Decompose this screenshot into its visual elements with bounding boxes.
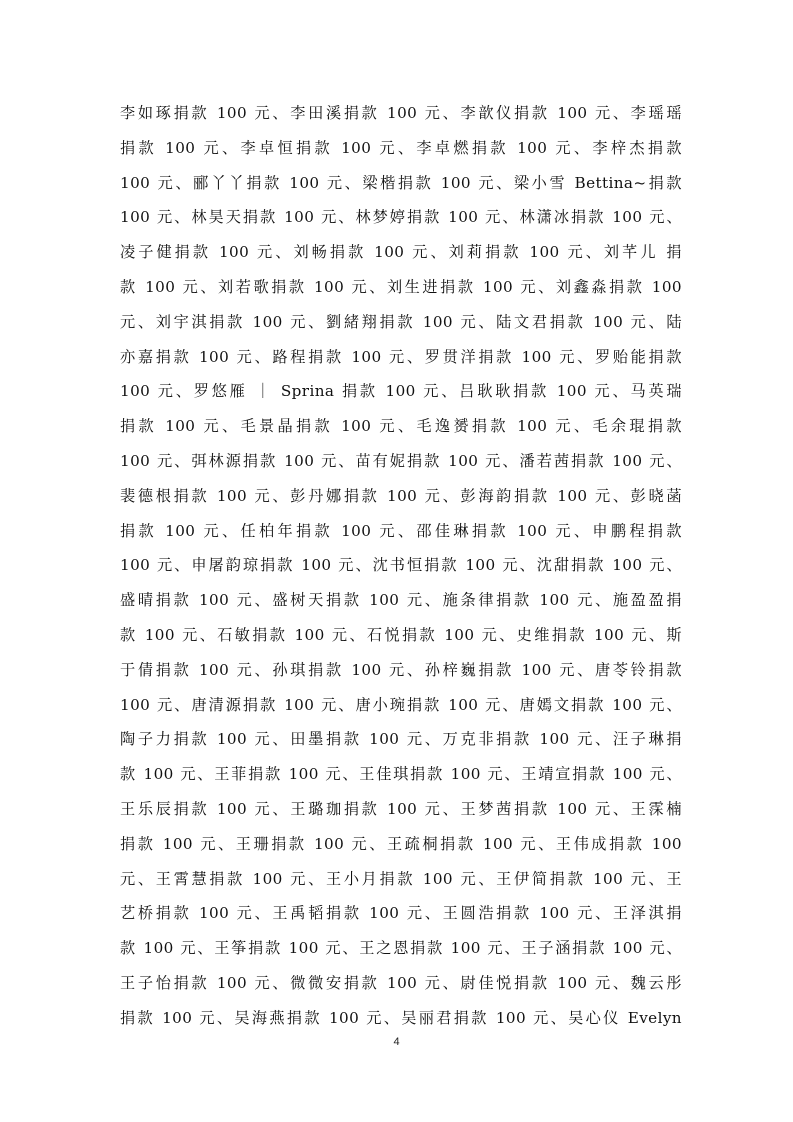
text-line: 款 100 元、刘若歌捐款 100 元、刘生进捐款 100 元、刘鑫淼捐款 100 (120, 277, 682, 296)
text-line: 捐款 100 元、毛景晶捐款 100 元、毛逸赟捐款 100 元、毛余琨捐款 (120, 417, 682, 436)
text-line: 款 100 元、王筝捐款 100 元、王之恩捐款 100 元、王子涵捐款 100 元、 (120, 939, 682, 958)
page-number: 4 (393, 1036, 400, 1048)
donation-list-text (120, 96, 682, 1036)
text-line: 捐款 100 元、任柏年捐款 100 元、邵佳琳捐款 100 元、申鹏程捐款 (120, 521, 682, 540)
text-line: 捐款 100 元、吴海燕捐款 100 元、吴丽君捐款 100 元、吴心仪 Evelyn (120, 1008, 682, 1027)
text-line: 捐款 100 元、李卓恒捐款 100 元、李卓燃捐款 100 元、李梓杰捐款 (120, 138, 682, 157)
text-line: 凌子健捐款 100 元、刘畅捐款 100 元、刘莉捐款 100 元、刘芊儿 捐 (120, 243, 682, 262)
text-line: 元、刘宇淇捐款 100 元、劉緒翔捐款 100 元、陆文君捐款 100 元、陆 (120, 312, 682, 331)
text-line: 100 元、唐清源捐款 100 元、唐小琬捐款 100 元、唐嫣文捐款 100 元、 (120, 695, 682, 714)
text-line: 款 100 元、石敏捐款 100 元、石悦捐款 100 元、史维捐款 100 元、斯 (120, 625, 682, 644)
text-line: 于倩捐款 100 元、孙琪捐款 100 元、孙梓巍捐款 100 元、唐苓铃捐款 (120, 660, 682, 679)
text-line: 王子怡捐款 100 元、微微安捐款 100 元、尉佳悦捐款 100 元、魏云彤 (120, 973, 682, 992)
text-line: 盛晴捐款 100 元、盛树天捐款 100 元、施条律捐款 100 元、施盈盈捐 (120, 591, 682, 610)
text-line: 100 元、林昊天捐款 100 元、林梦婷捐款 100 元、林潇冰捐款 100 元、 (120, 208, 682, 227)
text-line: 100 元、郦丫丫捐款 100 元、梁楷捐款 100 元、梁小雪 Bettina~捐款 (120, 173, 682, 192)
text-line: 李如琢捐款 100 元、李田溪捐款 100 元、李歆仪捐款 100 元、李瑶瑶 (120, 104, 682, 122)
text-line: 100 元、申屠韵琼捐款 100 元、沈书恒捐款 100 元、沈甜捐款 100 元、 (120, 556, 682, 575)
text-line: 100 元、罗悠雁 ｜ Sprina 捐款 100 元、吕耿耿捐款 100 元、马英瑞 (120, 382, 682, 401)
text-line: 亦嘉捐款 100 元、路程捐款 100 元、罗贯洋捐款 100 元、罗贻能捐款 (120, 347, 682, 366)
text-line: 款 100 元、王菲捐款 100 元、王佳琪捐款 100 元、王靖宣捐款 100 元、 (120, 765, 682, 784)
text-line: 裴德根捐款 100 元、彭丹娜捐款 100 元、彭海韵捐款 100 元、彭晓菡 (120, 486, 682, 505)
text-line: 王乐辰捐款 100 元、王璐珈捐款 100 元、王梦茜捐款 100 元、王霂楠 (120, 799, 682, 818)
text-line: 陶子力捐款 100 元、田墨捐款 100 元、万克非捐款 100 元、汪子琳捐 (120, 730, 682, 749)
text-line: 捐款 100 元、王珊捐款 100 元、王疏桐捐款 100 元、王伟成捐款 100 (120, 834, 682, 853)
text-line: 元、王霄慧捐款 100 元、王小月捐款 100 元、王伊简捐款 100 元、王 (120, 869, 682, 888)
text-line: 艺桥捐款 100 元、王禹韬捐款 100 元、王圆浩捐款 100 元、王泽淇捐 (120, 904, 682, 923)
text-line: 100 元、弭林源捐款 100 元、苗有妮捐款 100 元、潘若茜捐款 100 元、 (120, 451, 682, 470)
